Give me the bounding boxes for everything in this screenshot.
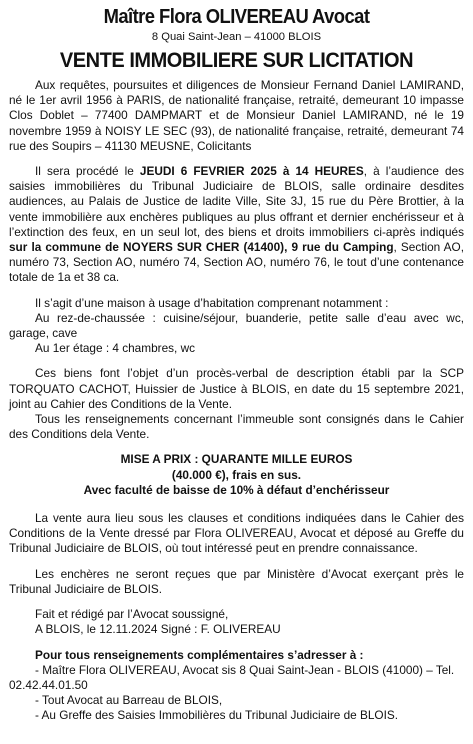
text: , à l’audience des saisies immobilières du Tribunal Judiciaire de BLOIS, salle ordinaire desdites audiences, au Palais de Justice de ladite Ville, Site 3J, 15 rue du Père Brottier, à la vente immobilière aux enchères publiques au plus offrant et dernier enchérisseur et à l’extinction des feux, en un seul lot, des biens et droits immobiliers ci-après indiqués [9, 164, 464, 239]
parties-paragraph: Aux requêtes, poursuites et diligences de Monsieur Fernand Daniel LAMIRAND, né le 1er avril 1956 à PARIS, de nationalité française, retraité, demeurant 10 impasse Clos Doblet – 77400 DAMPMART et de Monsieur Daniel LAMIRAND, né le 19 novembre 1959 à NOISY LE SEC (93), de nationalité française, retraité, demeurant 74 rue des Soupirs – 41130 MEUSNE, Colicitants [9, 78, 464, 153]
sale-title: VENTE IMMOBILIERE SUR LICITATION [59, 48, 414, 72]
conditions-paragraph: Tous les renseignements concernant l’immeuble sont consignés dans le Cahier des Conditions dela Vente. [9, 412, 464, 442]
contact-item-lawyer: - Maître Flora OLIVEREAU, Avocat sis 8 Quai Saint-Jean - BLOIS (41000) – Tel. 02.42.44.01.50 [9, 662, 455, 692]
bids-paragraph: Les enchères ne seront reçues que par Ministère d’Avocat exerçant près le Tribunal Judiciaire de BLOIS. [9, 566, 464, 596]
contact-heading-text: Pour tous renseignements complémentaires s’adresser à : [35, 647, 364, 662]
contact-item-bar: - Tout Avocat au Barreau de BLOIS, [35, 693, 223, 708]
text: , Section AO, numéro 73, Section AO, numéro 74, Section AO, numéro 76, le tout d’une contenance totale de 1a et 38 ca. [9, 240, 465, 285]
property-location: sur la commune de NOYERS SUR CHER (41400), 9 rue du Camping [9, 240, 394, 255]
signature-line-1: Fait et rédigé par l’Avocat soussigné, [35, 607, 229, 622]
lawyer-title: Maître Flora OLIVEREAU Avocat [103, 6, 370, 28]
contact-heading [9, 648, 464, 663]
lawyer-address: 8 Quai Saint-Jean – 41000 BLOIS [151, 31, 322, 43]
starting-price-amount: (40.000 €), frais en sus. [171, 467, 302, 482]
terms-paragraph: La vente aura lieu sous les clauses et conditions indiquées dans le Cahier des Conditions de la Vente dressé par Flora OLIVEREAU, Avocat et déposé au Greffe du Tribunal Judiciaire de BLOIS, où tout intéressé peut en prendre connaissance. [9, 511, 464, 556]
description-report-paragraph: Ces biens font l’objet d’un procès-verbal de description établi par la SCP TORQUATO CACHOT, Huissier de Justice à BLOIS, en date du 15 septembre 2021, joint au Cahier des Conditions de la Vente. [9, 366, 464, 411]
property-ground-floor: Au rez-de-chaussée : cuisine/séjour, buanderie, petite salle d’eau avec wc, garage, cave [9, 310, 464, 341]
sale-date: JEUDI 6 FEVRIER 2025 à 14 HEURES [139, 164, 364, 179]
sale-details-paragraph [9, 164, 464, 286]
text: Il sera procédé le [35, 164, 140, 179]
property-intro: Il s’agit d’une maison à usage d’habitation comprenant notamment : [35, 295, 389, 310]
starting-price: MISE A PRIX : QUARANTE MILLE EUROS [120, 452, 353, 467]
contact-item-court: - Au Greffe des Saisies Immobilières du Tribunal Judiciaire de BLOIS. [35, 708, 399, 723]
price-reduction-note: Avec faculté de baisse de 10% à défaut d’enchérisseur [83, 482, 390, 497]
property-first-floor: Au 1er étage : 4 chambres, wc [35, 341, 195, 356]
signature-line-2: A BLOIS, le 12.11.2024 Signé : F. OLIVEREAU [35, 622, 281, 637]
